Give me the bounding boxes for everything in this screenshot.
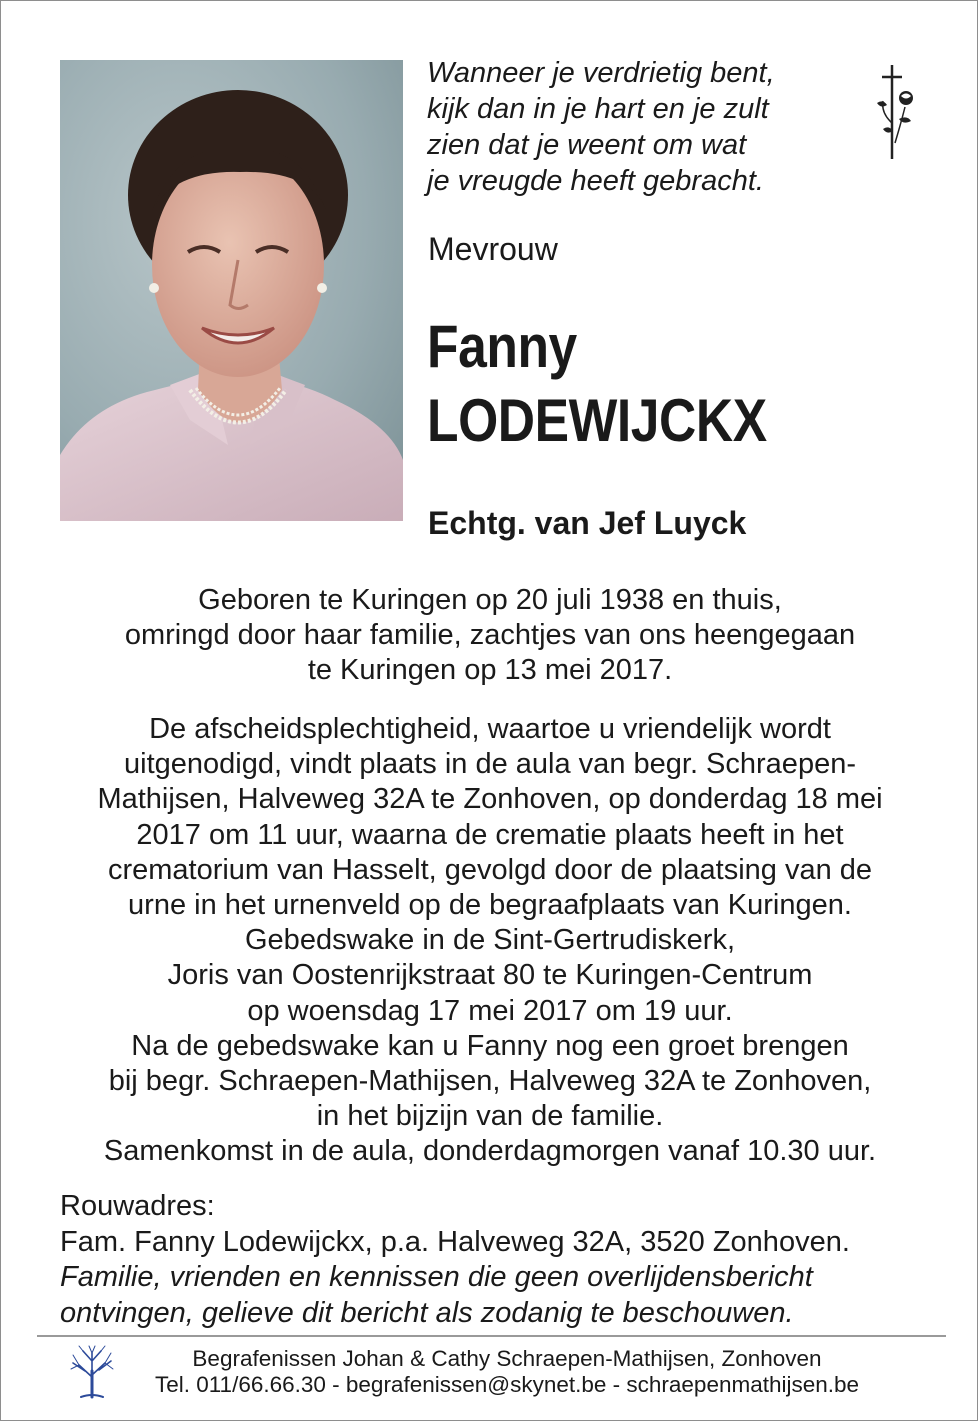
notice-text: ontvingen, gelieve dit bericht als zodanig te beschouwen. [60, 1296, 794, 1329]
paragraph-line: Joris van Oostenrijkstraat 80 te Kuringen-Centrum [167, 959, 813, 992]
memorial-quote [427, 55, 847, 199]
mourning-address-value: Fam. Fanny Lodewijckx, p.a. Halveweg 32A, 3520 Zonhoven. [60, 1225, 850, 1258]
paragraph-line: De afscheidsplechtigheid, waartoe u vriendelijk wordt [149, 713, 831, 745]
paragraph-line: op woensdag 17 mei 2017 om 19 uur. [247, 994, 733, 1027]
paragraph-line: Gebedswake in de Sint-Gertrudiskerk, [245, 924, 735, 957]
spouse-line: Echtg. van Jef Luyck [428, 505, 747, 541]
paragraph-line: Samenkomst in de aula, donderdagmorgen vanaf 10.30 uur. [103, 1135, 877, 1168]
cross-with-rose-icon [873, 63, 921, 161]
paragraph-line: crematorium van Hasselt, gevolgd door de plaatsing van de [107, 853, 873, 886]
ceremony-paragraph [1, 712, 978, 1170]
paragraph-line: Mathijsen, Halveweg 32A te Zonhoven, op donderdag 18 mei [97, 783, 883, 816]
paragraph-line: Geboren te Kuringen op 20 juli 1938 en thuis, [198, 584, 782, 616]
paragraph-line: te Kuringen op 13 mei 2017. [307, 654, 673, 687]
quote-line: je vreugde heeft gebracht. [427, 165, 764, 197]
mourning-address-label: Rouwadres: [60, 1190, 215, 1222]
salutation: Mevrouw [428, 231, 558, 267]
paragraph-line: uitgenodigd, vindt plaats in de aula van begr. Schraepen- [124, 748, 856, 781]
last-name: LODEWIJCKX [427, 387, 767, 454]
quote-line: zien dat je weent om wat [427, 129, 747, 161]
paragraph-line: 2017 om 11 uur, waarna de crematie plaats heeft in het [136, 818, 844, 851]
mourning-address [60, 1189, 850, 1331]
notice-text: Familie, vrienden en kennissen die geen overlijdensbericht [60, 1261, 813, 1293]
paragraph-line: urne in het urnenveld op de begraafplaats van Kuringen. [128, 889, 852, 922]
funeral-home-contact: Tel. 011/66.66.30 - begrafenissen@skynet.be - schraepenmathijsen.be [154, 1372, 860, 1397]
footer-divider [37, 1335, 946, 1337]
paragraph-line: omringd door haar familie, zachtjes van ons heengegaan [124, 619, 856, 652]
quote-line: Wanneer je verdrietig bent, [427, 57, 775, 89]
birth-death-paragraph [1, 583, 978, 689]
paragraph-line: bij begr. Schraepen-Mathijsen, Halveweg 32A te Zonhoven, [108, 1065, 872, 1098]
quote-line: kijk dan in je hart en je zult [427, 93, 769, 125]
first-name: Fanny [427, 313, 577, 380]
paragraph-line: in het bijzijn van de familie. [316, 1100, 664, 1133]
portrait-photo [60, 60, 403, 521]
funeral-home-name: Begrafenissen Johan & Cathy Schraepen-Mathijsen, Zonhoven [192, 1346, 822, 1371]
paragraph-line: Na de gebedswake kan u Fanny nog een groet brengen [131, 1029, 849, 1062]
